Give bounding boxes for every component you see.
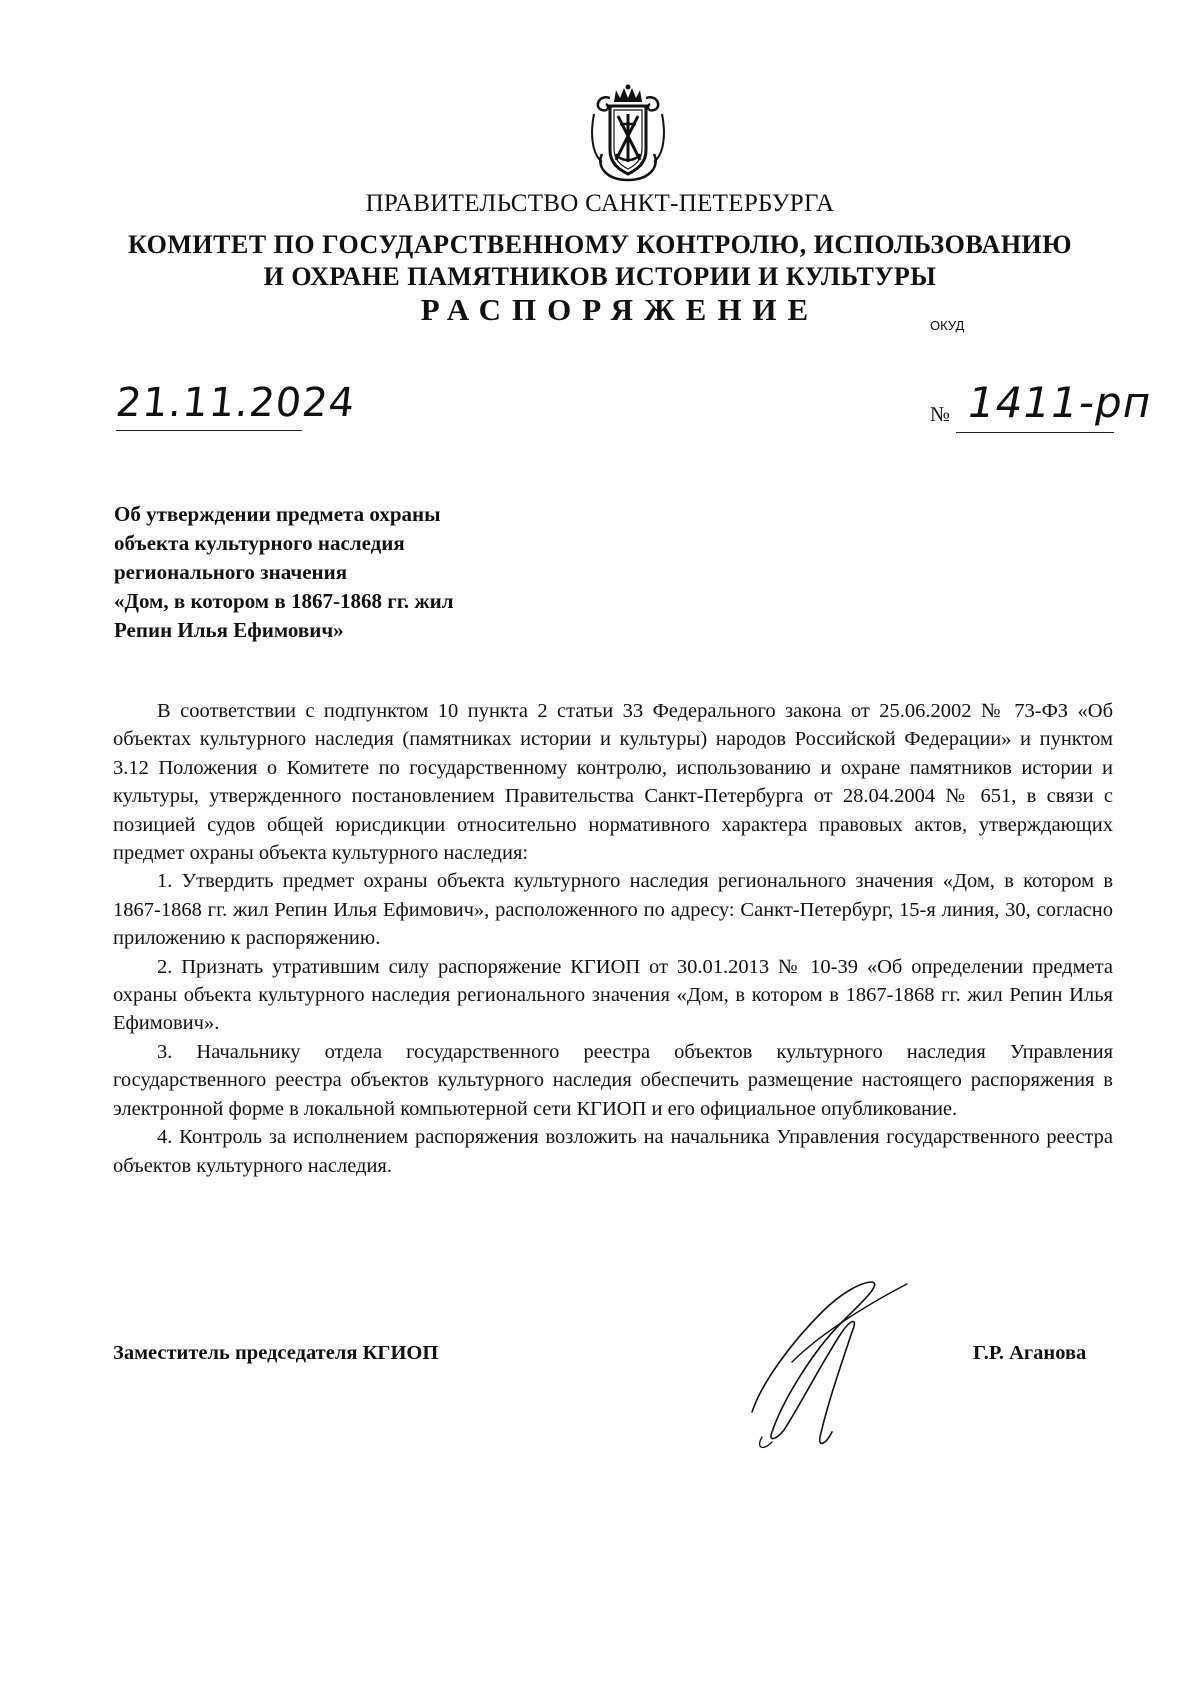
body-paragraph-item-3: 3. Начальнику отдела государственного реестра объектов культурного наследия Управления государственного реестра объектов культурного наследия обеспечить размещение настоящего распоряжения в электронной форме в локальной компьютерной сети КГИОП и его официальное опубликование.	[113, 1040, 1113, 1120]
subject-line: «Дом, в котором в 1867-1868 гг. жил	[114, 589, 454, 613]
signatory-position: Заместитель председателя КГИОП	[113, 1342, 439, 1364]
body-paragraph-preamble: В соответствии с подпунктом 10 пункта 2 статьи 33 Федерального закона от 25.06.2002 № 73-ФЗ «Об объектах культурного наследия (памятниках истории и культуры) народов Российской Федерации» и пунктом 3.12 Положения о Комитете по государственному контролю, использованию и охране памятников истории и культуры, утвержденного постановлением Правительства Санкт-Петербурга от 28.04.2004 № 651, в связи с позицией судов общей юрисдикции относительно нормативного характера правовых актов, утверждающих предмет охраны объекта культурного наследия:	[113, 700, 1113, 865]
subject-line: Об утверждении предмета охраны	[114, 502, 441, 526]
document-number: 1411-рп	[968, 378, 1152, 427]
document-body	[113, 697, 1113, 1180]
number-underline	[956, 432, 1114, 433]
committee-title-line1: КОМИТЕТ ПО ГОСУДАРСТВЕННОМУ КОНТРОЛЮ, ИСПОЛЬЗОВАНИЮ	[127, 230, 1073, 259]
st-petersburg-coat-of-arms-icon	[588, 84, 668, 184]
committee-title-line2: И ОХРАНЕ ПАМЯТНИКОВ ИСТОРИИ И КУЛЬТУРЫ	[263, 262, 937, 291]
date-underline	[116, 430, 302, 431]
body-paragraph-item-4: 4. Контроль за исполнением распоряжения возложить на начальника Управления государственного реестра объектов культурного наследия.	[113, 1126, 1113, 1177]
subject-line: регионального значения	[114, 560, 348, 584]
government-title: ПРАВИТЕЛЬСТВО САНКТ-ПЕТЕРБУРГА	[365, 190, 835, 217]
document-type: РАСПОРЯЖЕНИЕ	[420, 292, 820, 327]
signatory-name: Г.Р. Аганова	[973, 1342, 1087, 1364]
okud-label: ОКУД	[930, 318, 965, 333]
document-subject	[114, 500, 454, 645]
number-sign: №	[930, 402, 951, 426]
subject-line: объекта культурного наследия	[114, 531, 405, 555]
body-paragraph-item-2: 2. Признать утратившим силу распоряжение КГИОП от 30.01.2013 № 10-39 «Об определении предмета охраны объекта культурного наследия регионального значения «Дом, в котором в 1867-1868 гг. жил Репин Илья Ефимович».	[113, 955, 1113, 1035]
subject-line: Репин Илья Ефимович»	[114, 618, 344, 642]
document-date: 21.11.2024	[113, 380, 358, 426]
handwritten-signature-icon	[732, 1262, 932, 1462]
body-paragraph-item-1: 1. Утвердить предмет охраны объекта культурного наследия регионального значения «Дом, в котором в 1867-1868 гг. жил Репин Илья Ефимович», расположенного по адресу: Санкт-Петербург, 15-я линия, 30, согласно приложению к распоряжению.	[113, 870, 1113, 950]
